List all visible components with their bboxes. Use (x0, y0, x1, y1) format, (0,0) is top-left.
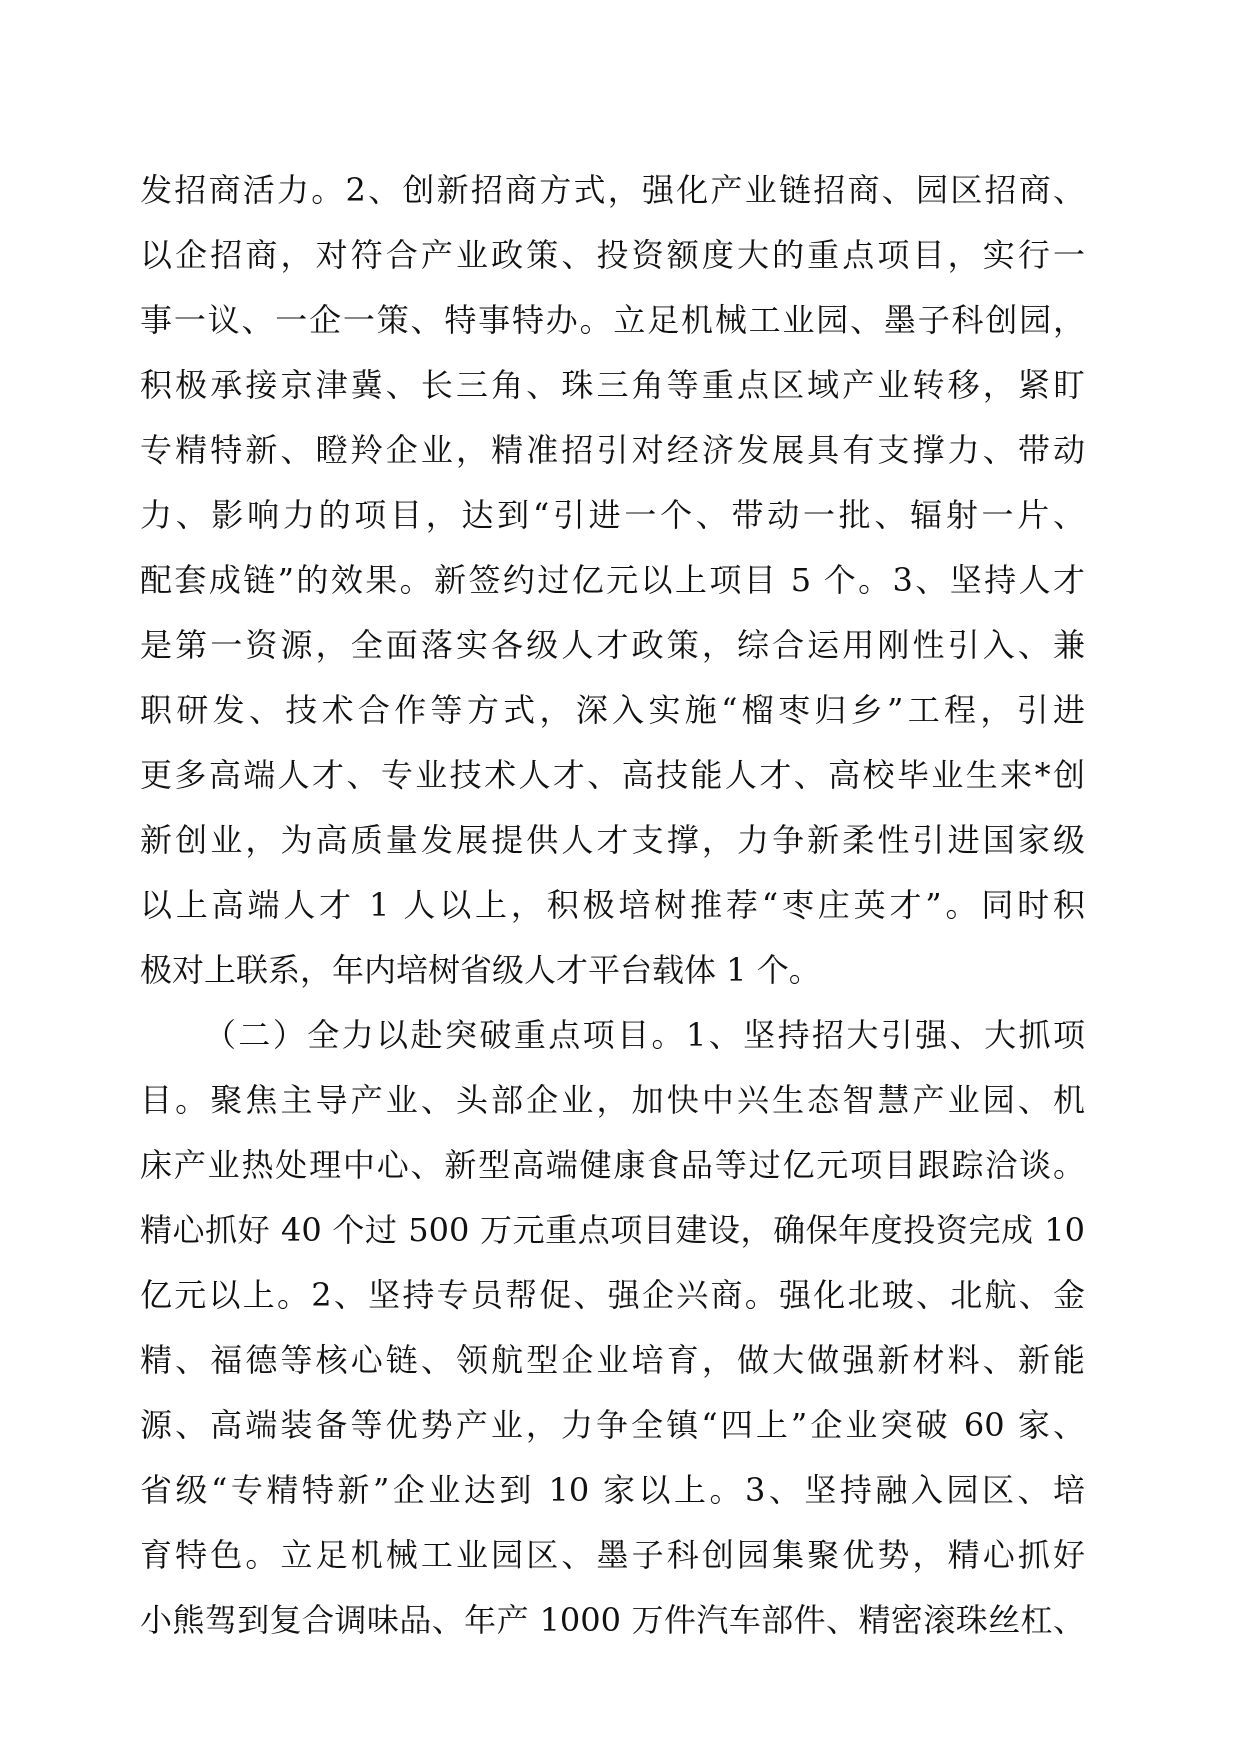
document-body (140, 158, 1085, 1653)
text-line: 更多高端人才、专业技术人才、高技能人才、高校毕业生来*创 (140, 756, 1085, 794)
paragraph-key-projects (140, 1003, 1085, 1653)
text-line: 床产业热处理中心、新型高端健康食品等过亿元项目跟踪洽谈。 (140, 1146, 1085, 1184)
text-line: 发招商活力。2、创新招商方式，强化产业链招商、园区招商、 (140, 171, 1085, 209)
text-line: 事一议、一企一策、特事特办。立足机械工业园、墨子科创园， (140, 301, 1085, 339)
text-line: 小熊驾到复合调味品、年产 1000 万件汽车部件、精密滚珠丝杠、 (140, 1601, 1085, 1639)
paragraph-talent-investment (140, 158, 1085, 1003)
text-line: 是第一资源，全面落实各级人才政策，综合运用刚性引入、兼 (140, 626, 1085, 664)
text-line: 积极承接京津冀、长三角、珠三角等重点区域产业转移，紧盯 (140, 366, 1085, 404)
text-line: 亿元以上。2、坚持专员帮促、强企兴商。强化北玻、北航、金 (140, 1276, 1085, 1314)
text-line: 以企招商，对符合产业政策、投资额度大的重点项目，实行一 (140, 236, 1085, 274)
text-line: 极对上联系，年内培树省级人才平台载体 1 个。 (140, 951, 821, 989)
text-line: 配套成链”的效果。新签约过亿元以上项目 5 个。3、坚持人才 (140, 561, 1085, 599)
text-line: 育特色。立足机械工业园区、墨子科创园集聚优势，精心抓好 (140, 1536, 1085, 1574)
text-line: 省级“专精特新”企业达到 10 家以上。3、坚持融入园区、培 (140, 1471, 1085, 1509)
text-line: 力、影响力的项目，达到“引进一个、带动一批、辐射一片、 (140, 496, 1085, 534)
text-line: 职研发、技术合作等方式，深入实施“榴枣归乡”工程，引进 (140, 691, 1085, 729)
text-line: 新创业，为高质量发展提供人才支撑，力争新柔性引进国家级 (140, 821, 1085, 859)
text-line: 源、高端装备等优势产业，力争全镇“四上”企业突破 60 家、 (140, 1406, 1085, 1444)
text-line: 以上高端人才 1 人以上，积极培树推荐“枣庄英才”。同时积 (140, 886, 1085, 924)
text-line: 精、福德等核心链、领航型企业培育，做大做强新材料、新能 (140, 1341, 1085, 1379)
text-line: 目。聚焦主导产业、头部企业，加快中兴生态智慧产业园、机 (140, 1081, 1085, 1119)
section-heading-line: （二）全力以赴突破重点项目。1、坚持招大引强、大抓项 (204, 1016, 1085, 1054)
text-line: 精心抓好 40 个过 500 万元重点项目建设，确保年度投资完成 10 (140, 1211, 1085, 1249)
text-line: 专精特新、瞪羚企业，精准招引对经济发展具有支撑力、带动 (140, 431, 1085, 469)
